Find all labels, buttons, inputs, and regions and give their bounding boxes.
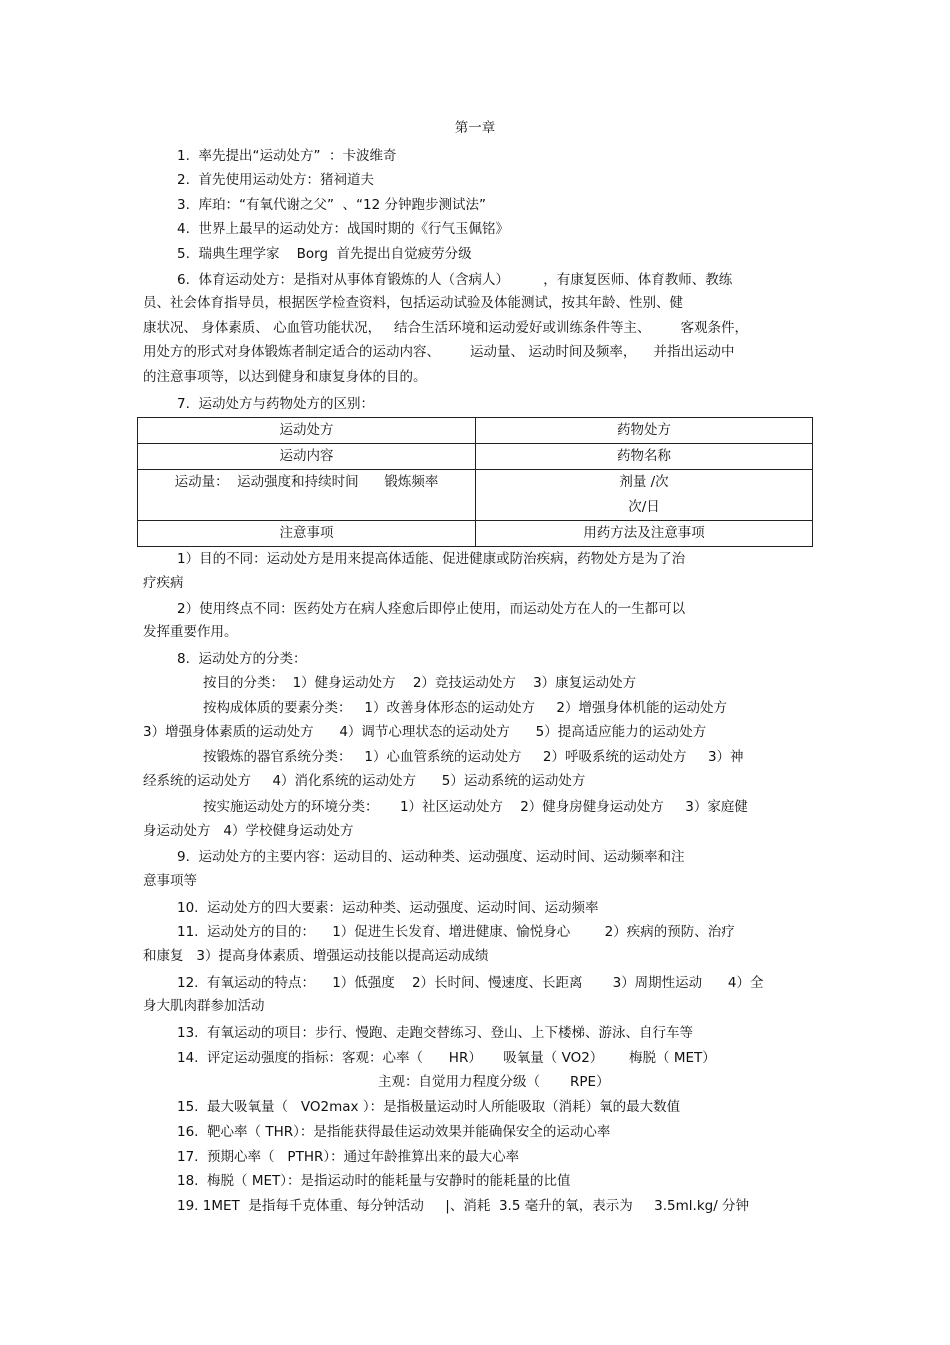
item-8-by-constitution: 按构成体质的要素分类： 1）改善身体形态的运动处方 2）增强身体机能的运动处方 bbox=[203, 700, 728, 716]
table-cell: 用药方法及注意事项 bbox=[476, 521, 813, 547]
item-8-by-purpose: 按目的分类： 1）健身运动处方 2）竞技运动处方 3）康复运动处方 bbox=[203, 675, 637, 691]
table-cell: 运动内容 bbox=[138, 444, 476, 470]
item-6-line-5: 的注意事项等，以达到健身和康复身体的目的。 bbox=[143, 369, 427, 385]
item-9-line-2: 意事项等 bbox=[143, 873, 197, 889]
item-13: 13. 有氧运动的项目：步行、慢跑、走跑交替练习、登山、上下楼梯、游泳、自行车等 bbox=[177, 1025, 694, 1041]
item-5: 5. 瑞典生理学家 Borg 首先提出自觉疲劳分级 bbox=[177, 246, 472, 262]
item-8-by-organ-system: 按锻炼的器官系统分类： 1）心血管系统的运动处方 2）呼吸系统的运动处方 3）神 bbox=[203, 749, 744, 765]
item-12-line-1: 12. 有氧运动的特点： 1）低强度 2）长时间、慢速度、长距离 3）周期性运动 4）全 bbox=[177, 975, 764, 991]
item-8-by-constitution-cont: 3）增强身体素质的运动处方 4）调节心理状态的运动处方 5）提高适应能力的运动处方 bbox=[143, 724, 707, 740]
item-8-by-environment-cont: 身运动处方 4）学校健身运动处方 bbox=[143, 823, 354, 839]
item-11-line-1: 11. 运动处方的目的： 1）促进生长发育、增进健康、愉悦身心 2）疾病的预防、治疗 bbox=[177, 924, 735, 940]
item-8-by-environment: 按实施运动处方的环境分类： 1）社区运动处方 2）健身房健身运动处方 3）家庭健 bbox=[203, 799, 748, 815]
dosage-line-1: 剂量 /次 bbox=[619, 474, 669, 490]
item-11-line-2: 和康复 3）提高身体素质、增强运动技能以提高运动成绩 bbox=[143, 948, 489, 964]
item-12-line-2: 身大肌肉群参加活动 bbox=[143, 998, 265, 1014]
item-3: 3. 库珀：“有氧代谢之父” 、“12 分钟跑步测试法” bbox=[177, 197, 486, 213]
item-9-line-1: 9. 运动处方的主要内容：运动目的、运动种类、运动强度、运动时间、运动频率和注 bbox=[177, 849, 685, 865]
item-1: 1. 率先提出“运动处方” ：卡波维奇 bbox=[177, 148, 397, 164]
table-cell: 药物处方 bbox=[476, 418, 813, 444]
table-row bbox=[138, 444, 813, 470]
diff-2-line-1: 2）使用终点不同：医药处方在病人痊愈后即停止使用，而运动处方在人的一生都可以 bbox=[177, 601, 686, 617]
comparison-table bbox=[137, 417, 813, 547]
dosage-line-2: 次/日 bbox=[628, 499, 660, 515]
item-7: 7. 运动处方与药物处方的区别： bbox=[177, 396, 374, 412]
table-cell: 注意事项 bbox=[138, 521, 476, 547]
item-6-line-4: 用处方的形式对身体锻炼者制定适合的运动内容、 运动量、 运动时间及频率， 并指出运动中 bbox=[143, 344, 735, 360]
table-cell: 运动量： 运动强度和持续时间 锻炼频率 bbox=[138, 470, 476, 521]
item-15: 15. 最大吸氧量（ VO2max ）：是指极量运动时人所能吸取（消耗）氧的最大数值 bbox=[177, 1099, 681, 1115]
item-8-by-organ-system-cont: 经系统的运动处方 4）消化系统的运动处方 5）运动系统的运动处方 bbox=[143, 773, 586, 789]
item-16: 16. 靶心率（ THR）：是指能获得最佳运动效果并能确保安全的运动心率 bbox=[177, 1124, 611, 1140]
item-17: 17. 预期心率（ PTHR）：通过年龄推算出来的最大心率 bbox=[177, 1149, 520, 1165]
item-8: 8. 运动处方的分类： bbox=[177, 651, 307, 667]
item-19: 19. 1MET 是指每千克体重、每分钟活动 |、消耗 3.5 毫升的氧，表示为 3.5ml.kg/ 分钟 bbox=[177, 1198, 750, 1214]
table-cell bbox=[476, 470, 813, 521]
page-title: 第一章 bbox=[454, 120, 496, 136]
item-6-line-1: 6. 体育运动处方：是指对从事体育锻炼的人（含病人） ，有康复医师、体育教师、教练 bbox=[177, 272, 733, 288]
item-6-line-2: 员、社会体育指导员，根据医学检查资料，包括运动试验及体能测试，按其年龄、性别、健 bbox=[143, 295, 683, 311]
diff-1-line-2: 疗疾病 bbox=[143, 575, 184, 591]
diff-2-line-2: 发挥重要作用。 bbox=[143, 624, 238, 640]
item-2: 2. 首先使用运动处方：猪祠道夫 bbox=[177, 172, 374, 188]
table-row bbox=[138, 418, 813, 444]
item-14-subjective: 主观：自觉用力程度分级（ RPE） bbox=[378, 1074, 610, 1090]
diff-1-line-1: 1）目的不同：运动处方是用来提高体适能、促进健康或防治疾病，药物处方是为了治 bbox=[177, 551, 686, 567]
table-row bbox=[138, 470, 813, 521]
item-10: 10. 运动处方的四大要素：运动种类、运动强度、运动时间、运动频率 bbox=[177, 900, 599, 916]
item-6-line-3: 康状况、 身体素质、 心血管功能状况， 结合生活环境和运动爱好或训练条件等主、 客观条件， bbox=[143, 320, 748, 336]
table-cell: 药物名称 bbox=[476, 444, 813, 470]
item-18: 18. 梅脱（ MET）：是指运动时的能耗量与安静时的能耗量的比值 bbox=[177, 1173, 571, 1189]
item-4: 4. 世界上最早的运动处方：战国时期的《行气玉佩铭》 bbox=[177, 221, 509, 237]
item-14-objective: 14. 评定运动强度的指标：客观：心率（ HR） 吸氧量（ VO2） 梅脱（ MET） bbox=[177, 1050, 716, 1066]
table-cell: 运动处方 bbox=[138, 418, 476, 444]
table-row bbox=[138, 521, 813, 547]
